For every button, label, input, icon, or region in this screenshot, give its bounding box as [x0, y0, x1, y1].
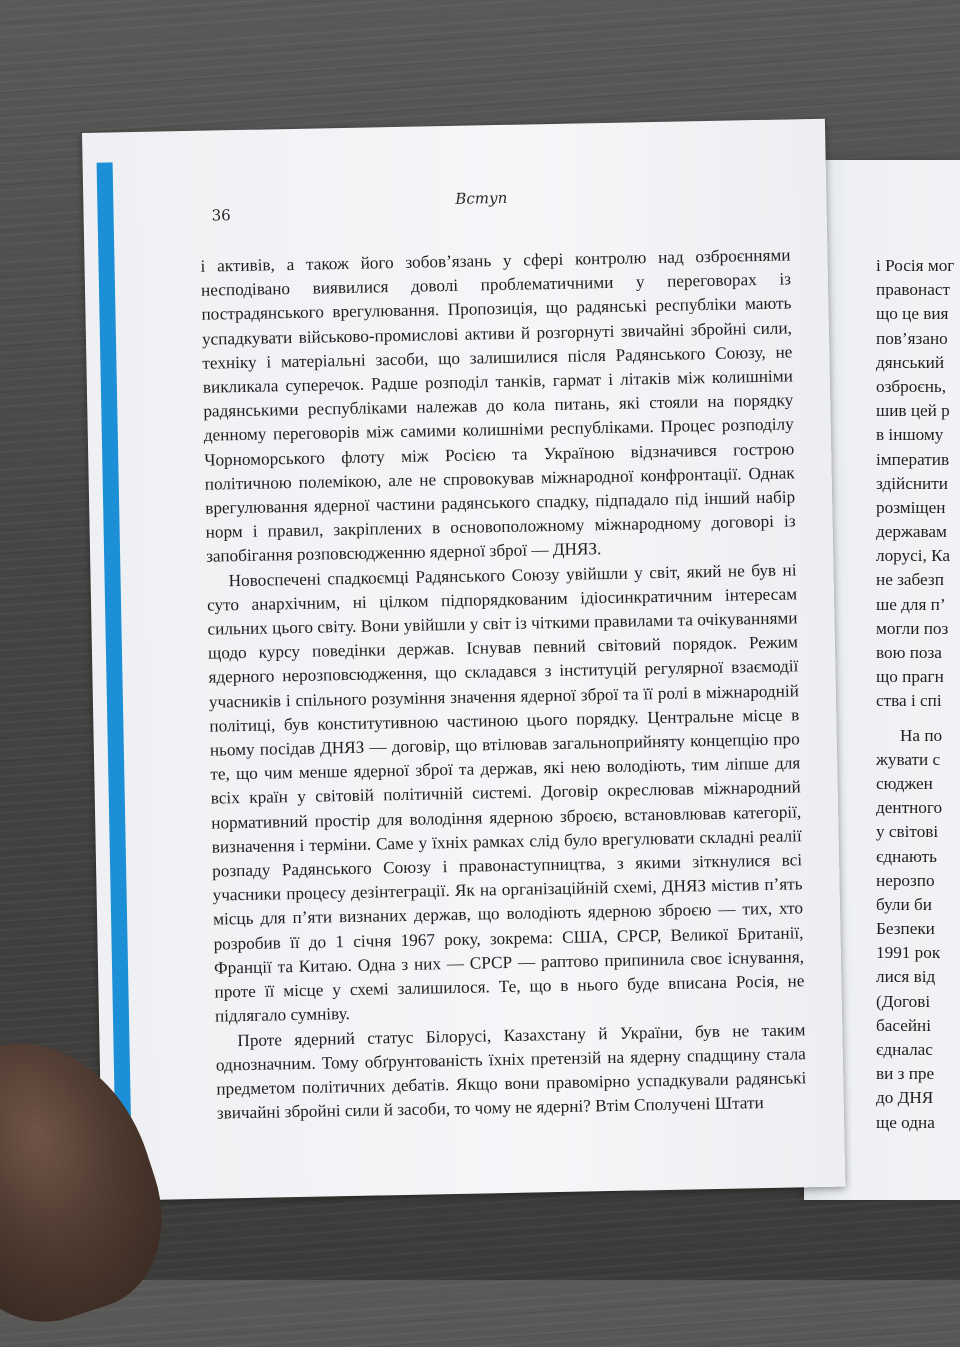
right-line: лорусі, Ка: [876, 546, 950, 566]
page-number: 36: [211, 206, 231, 225]
right-line: розміщен: [876, 497, 946, 517]
right-line: озброєнь,: [876, 376, 947, 396]
right-line: ще одна: [876, 1112, 935, 1132]
right-line: до ДНЯ: [876, 1088, 934, 1108]
right-line: 1991 рок: [876, 943, 941, 963]
body-text: [200, 243, 807, 1125]
paragraph-1: і активів, а також його зобов’язань у сфері контролю над озброєннями несподівано виявилися доволі проблематичними у переговорах із пострадянського врегулювання. Пропозиція, що радянські республіки мають успадкувати військово-промислові активи й розгорнуті звичайні збройні сили, техніку і матеріальні засоби, що залишилися після Радянського Союзу, не викликала суперечок. Радше розподіл танків, гармат і літаків між колишніми радянськими республіками належав до кола питань, які стояли на порядку денному переговорів між самими колишніми республіками. Процес розподілу Чорноморського флоту між Росією та Україною відзначився гострою політичною полемікою, але не спровокував міжнародної конфронтації. Однак врегулювання ядерної частини радянського спадку, підпадало під інший набір норм і правил, закріплених в основоположному міжнародному договорі із запобігання розповсюдженню ядерної зброї — ДНЯЗ.: [200, 245, 796, 567]
right-line: здійснити: [876, 473, 948, 493]
right-page-text: [876, 254, 954, 1135]
right-line: сюджен: [876, 773, 933, 793]
right-line: ства і спі: [876, 691, 942, 711]
right-line: єднають: [876, 846, 937, 866]
right-line: Безпеки: [876, 919, 935, 939]
right-line: єдналас: [876, 1040, 933, 1059]
spine-color-band: [97, 162, 132, 1172]
running-title: Вступ: [455, 188, 508, 208]
right-line: пов’язано: [876, 328, 948, 348]
paragraph-gap: [876, 714, 954, 724]
right-line: вою поза: [876, 643, 942, 662]
right-line: могли поз: [876, 618, 949, 638]
right-line: у світові: [876, 822, 939, 842]
right-line: лися від: [876, 967, 936, 987]
right-line: дентного: [876, 798, 943, 818]
right-line: що прагн: [876, 667, 944, 687]
right-line: дянський: [876, 352, 945, 372]
left-page: [82, 119, 845, 1201]
right-line: і Росія мог: [876, 256, 955, 275]
right-line: нерозпо: [876, 870, 935, 890]
right-line: правонаст: [876, 280, 950, 300]
right-line: були би: [876, 894, 932, 914]
right-line: що це вия: [876, 304, 949, 324]
right-line: ше для п’: [876, 594, 946, 614]
right-line: ви з пре: [876, 1064, 935, 1084]
right-line: басейні: [876, 1015, 932, 1035]
paragraph-2: Новоспечені спадкоємці Радянського Союзу увійшли у світ, який не був ні суто анархічним, ні цілком підпорядкованим ідіосинкратичним інтересам сильних цього світу. Вони увійшли у світ із чіткими правилами та очікуваннями щодо курсу поведінки держав. Існував певний світовий порядок. Режим ядерного нерозповсюдження, що складався з інституцій регулярної взаємодії учасників і спільного розуміння значення ядерної зброї та її ролі в міжнародній політиці, був конститутивною частиною цього порядку. Центральне місце в ньому посідав ДНЯЗ — договір, що втілював загальноприйняту концепцію про те, що чим менше ядерної зброї та держав, які нею володіють, тим ліпше для всіх країн у світовій політичній системі. Договір окреслював міжнародний нормативний простір для володіння ядерною зброєю, встановлював категорії, визначення і терміни. Саме у їхніх рамках слід було врегулювати складні реалії розпаду Радянського Союзу і правонаступництва, з якими зіткнулися всі учасники процесу дезінтеграції. Як на організаційній схемі, ДНЯЗ містив п’ять місць для п’яти визнаних держав, що володіють ядерною зброєю — тих, хто розробив її до 1 січня 1967 року, зокрема: США, СРСР, Великої Британії, Франції та Китаю. Одна з них — СРСР — раптово припинила своє існування, проте її місце у схемі залишилося. Те, що в нього буде вписана Росія, не підлягало сумніву.: [206, 560, 805, 1026]
right-line: На по: [900, 725, 943, 745]
right-line: жувати с: [876, 749, 941, 769]
right-line: (Догові: [876, 991, 931, 1011]
right-line: державам: [876, 522, 947, 542]
right-line: не забезп: [876, 570, 944, 590]
paragraph-3: Проте ядерний статус Білорусі, Казахстану й України, був не таким однозначним. Тому обґрунтованість їхніх претензій на ядерну спадщину стала предметом політичних дебатів. Якщо вони правомірно успадкували радянські звичайні збройні сили й засоби, то чому не ядерні? Втім Сполучені Штати: [215, 1019, 807, 1123]
right-line: шив цей р: [876, 401, 950, 421]
right-line: імператив: [876, 449, 950, 469]
right-line: в іншому: [876, 425, 944, 445]
